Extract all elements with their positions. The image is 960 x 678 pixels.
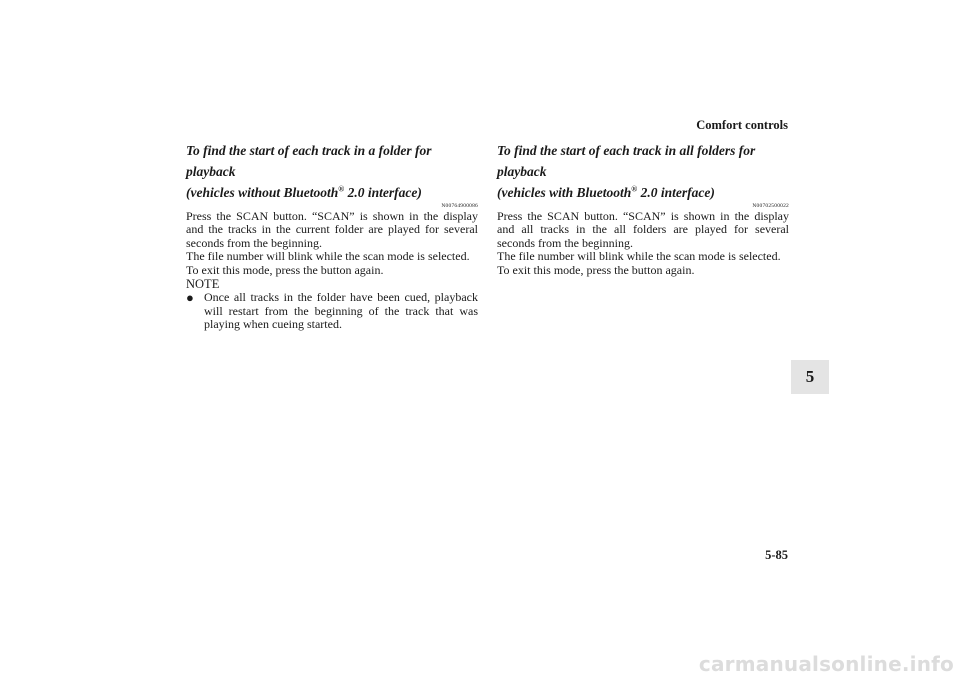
right-heading-line2-pre: (vehicles with Bluetooth — [497, 185, 632, 200]
right-reference-code: N00702500022 — [752, 203, 789, 209]
left-paragraph: The file number will blink while the scan mode is selected. — [186, 249, 470, 264]
right-column — [497, 140, 789, 277]
note-item — [186, 291, 478, 331]
right-paragraph: The file number will blink while the scan mode is selected. — [497, 249, 781, 264]
left-paragraph: To exit this mode, press the button again. — [186, 262, 384, 277]
left-paragraph: Press the SCAN button. “SCAN” is shown in the display and the tracks in the current folder are played for several seconds from the beginning. — [186, 209, 478, 250]
note-label: NOTE — [186, 277, 220, 292]
note-text: Once all tracks in the folder have been cued, playback will restart from the beginning of the track that was playing when cueing started. — [204, 290, 478, 332]
left-reference-code: N00764900086 — [441, 203, 478, 209]
left-heading-line2-pre: (vehicles without Bluetooth — [186, 185, 339, 200]
bullet-icon: ● — [186, 290, 194, 306]
right-paragraph: To exit this mode, press the button again. — [497, 262, 695, 277]
left-heading — [186, 140, 478, 203]
left-column — [186, 140, 478, 332]
watermark: carmanualsonline.info — [698, 652, 954, 676]
registered-mark: ® — [338, 184, 345, 194]
chapter-tab — [791, 360, 829, 394]
right-heading — [497, 140, 789, 203]
registered-mark: ® — [631, 184, 638, 194]
section-header: Comfort controls — [696, 118, 788, 132]
left-heading-line2-post: 2.0 interface) — [344, 185, 422, 200]
page-number: 5-85 — [765, 548, 788, 562]
right-heading-line2-post: 2.0 interface) — [637, 185, 715, 200]
chapter-tab-number: 5 — [805, 367, 815, 386]
right-heading-line1: To find the start of each track in all folders for playback — [497, 143, 756, 179]
left-heading-line1: To find the start of each track in a folder for playback — [186, 143, 432, 179]
right-paragraph: Press the SCAN button. “SCAN” is shown in the display and all tracks in the all folders are played for several seconds from the beginning. — [497, 209, 789, 250]
